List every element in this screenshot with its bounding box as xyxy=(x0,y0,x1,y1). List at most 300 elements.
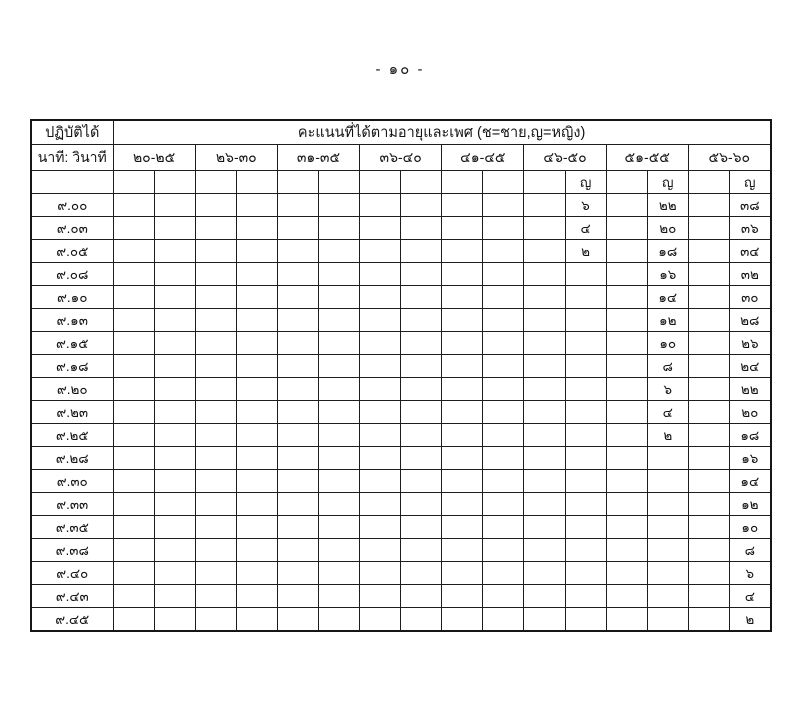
age-group-header: ๓๖-๔๐ xyxy=(360,145,442,171)
table-row xyxy=(31,194,771,217)
score-cell-empty xyxy=(113,539,154,562)
score-cell-empty xyxy=(565,263,606,286)
score-cell-empty xyxy=(647,470,688,493)
time-cell: ๙.๒๓ xyxy=(31,401,113,424)
table-row xyxy=(31,424,771,447)
score-cell-empty xyxy=(154,562,195,585)
score-cell-empty xyxy=(154,378,195,401)
age-group-header: ๒๐-๒๕ xyxy=(113,145,195,171)
score-cell-empty xyxy=(565,539,606,562)
score-cell-empty xyxy=(565,493,606,516)
score-cell-empty xyxy=(195,424,236,447)
score-cell-empty xyxy=(113,309,154,332)
score-cell-empty xyxy=(442,309,483,332)
score-cell-empty xyxy=(360,447,401,470)
score-cell-empty xyxy=(360,585,401,608)
score-cell-empty xyxy=(606,240,647,263)
score-cell-empty xyxy=(360,493,401,516)
gender-label-female: ญ xyxy=(729,171,770,194)
table-row xyxy=(31,608,771,632)
score-cell-empty xyxy=(318,470,359,493)
score-cell-empty xyxy=(277,309,318,332)
score-cell-empty xyxy=(195,608,236,632)
gender-cell-empty xyxy=(154,171,195,194)
score-cell-empty xyxy=(606,585,647,608)
score-cell-empty xyxy=(442,539,483,562)
score-cell-empty xyxy=(483,424,524,447)
score-cell-empty xyxy=(318,608,359,632)
score-cell-empty xyxy=(154,217,195,240)
score-cell: ๑๐ xyxy=(729,516,770,539)
score-cell-empty xyxy=(277,355,318,378)
score-cell-empty xyxy=(113,332,154,355)
score-cell-empty xyxy=(277,194,318,217)
score-cell-empty xyxy=(442,608,483,632)
score-cell-empty xyxy=(524,401,565,424)
score-cell-empty xyxy=(154,263,195,286)
score-cell-empty xyxy=(565,470,606,493)
score-cell-empty xyxy=(483,355,524,378)
score-cell: ๖ xyxy=(647,378,688,401)
score-cell-empty xyxy=(360,401,401,424)
score-cell-empty xyxy=(318,378,359,401)
score-cell-empty xyxy=(236,539,277,562)
score-cell-empty xyxy=(195,493,236,516)
score-cell-empty xyxy=(606,309,647,332)
score-cell-empty xyxy=(154,424,195,447)
score-cell-empty xyxy=(401,447,442,470)
score-cell: ๒๖ xyxy=(729,332,770,355)
gender-cell-empty xyxy=(524,171,565,194)
gender-label-female: ญ xyxy=(565,171,606,194)
score-cell-empty xyxy=(236,470,277,493)
score-cell-empty xyxy=(647,493,688,516)
score-cell-empty xyxy=(318,263,359,286)
score-cell-empty xyxy=(318,194,359,217)
score-cell-empty xyxy=(277,424,318,447)
score-cell-empty xyxy=(401,585,442,608)
score-cell-empty xyxy=(524,516,565,539)
score-cell-empty xyxy=(483,516,524,539)
score-cell-empty xyxy=(113,286,154,309)
score-cell-empty xyxy=(524,424,565,447)
score-cell-empty xyxy=(195,240,236,263)
score-cell-empty xyxy=(113,401,154,424)
score-cell-empty xyxy=(401,194,442,217)
gender-cell-empty xyxy=(277,171,318,194)
score-cell: ๒ xyxy=(565,240,606,263)
score-cell-empty xyxy=(236,286,277,309)
score-cell-empty xyxy=(483,240,524,263)
table-row xyxy=(31,378,771,401)
score-cell-empty xyxy=(236,309,277,332)
score-cell-empty xyxy=(401,332,442,355)
score-cell-empty xyxy=(318,493,359,516)
score-cell-empty xyxy=(606,355,647,378)
score-cell-empty xyxy=(277,332,318,355)
gender-label-female: ญ xyxy=(647,171,688,194)
time-unit-header-cell: นาที: วินาที xyxy=(31,145,113,171)
time-cell: ๙.๐๓ xyxy=(31,217,113,240)
time-cell: ๙.๐๕ xyxy=(31,240,113,263)
score-cell-empty xyxy=(442,332,483,355)
score-cell-empty xyxy=(236,424,277,447)
score-cell-empty xyxy=(318,424,359,447)
score-cell-empty xyxy=(442,217,483,240)
score-cell-empty xyxy=(524,493,565,516)
score-cell: ๒ xyxy=(729,608,770,632)
gender-cell-empty xyxy=(195,171,236,194)
score-cell-empty xyxy=(606,493,647,516)
score-table xyxy=(30,119,772,632)
table-row xyxy=(31,309,771,332)
gender-row-time-cell xyxy=(31,171,113,194)
score-span-title: คะแนนที่ได้ตามอายุและเพศ (ช=ชาย,ญ=หญิง) xyxy=(113,120,771,145)
score-cell-empty xyxy=(401,378,442,401)
score-cell-empty xyxy=(360,194,401,217)
score-cell-empty xyxy=(195,516,236,539)
score-cell-empty xyxy=(360,608,401,632)
score-cell-empty xyxy=(483,309,524,332)
time-cell: ๙.๐๘ xyxy=(31,263,113,286)
age-group-header: ๔๑-๔๕ xyxy=(442,145,524,171)
score-cell-empty xyxy=(236,217,277,240)
score-cell-empty xyxy=(236,240,277,263)
age-group-header: ๔๖-๕๐ xyxy=(524,145,606,171)
gender-cell-empty xyxy=(113,171,154,194)
score-cell-empty xyxy=(483,585,524,608)
score-cell-empty xyxy=(277,240,318,263)
score-cell-empty xyxy=(688,493,729,516)
score-cell-empty xyxy=(688,263,729,286)
score-cell-empty xyxy=(483,562,524,585)
score-cell-empty xyxy=(318,539,359,562)
score-cell-empty xyxy=(154,493,195,516)
score-cell: ๘ xyxy=(647,355,688,378)
score-cell-empty xyxy=(195,585,236,608)
time-cell: ๙.๓๐ xyxy=(31,470,113,493)
score-cell-empty xyxy=(113,585,154,608)
score-cell-empty xyxy=(154,470,195,493)
score-cell-empty xyxy=(277,585,318,608)
score-cell-empty xyxy=(688,608,729,632)
score-cell-empty xyxy=(688,309,729,332)
score-cell-empty xyxy=(277,470,318,493)
time-cell: ๙.๒๘ xyxy=(31,447,113,470)
score-cell-empty xyxy=(565,424,606,447)
score-cell-empty xyxy=(688,516,729,539)
score-cell-empty xyxy=(606,424,647,447)
score-cell-empty xyxy=(318,309,359,332)
score-cell-empty xyxy=(647,562,688,585)
score-cell: ๘ xyxy=(729,539,770,562)
table-row xyxy=(31,217,771,240)
score-cell-empty xyxy=(113,424,154,447)
gender-cell-empty xyxy=(401,171,442,194)
time-cell: ๙.๓๕ xyxy=(31,516,113,539)
score-cell-empty xyxy=(318,562,359,585)
score-cell-empty xyxy=(277,608,318,632)
score-cell-empty xyxy=(483,401,524,424)
score-cell-empty xyxy=(401,516,442,539)
score-cell-empty xyxy=(154,332,195,355)
time-cell: ๙.๔๐ xyxy=(31,562,113,585)
score-cell: ๑๔ xyxy=(647,286,688,309)
score-cell-empty xyxy=(195,470,236,493)
score-cell-empty xyxy=(195,447,236,470)
score-cell-empty xyxy=(565,332,606,355)
score-cell-empty xyxy=(113,447,154,470)
score-cell-empty xyxy=(154,355,195,378)
table-row xyxy=(31,447,771,470)
score-cell-empty xyxy=(154,608,195,632)
score-cell: ๒๐ xyxy=(729,401,770,424)
score-cell: ๑๖ xyxy=(729,447,770,470)
score-cell-empty xyxy=(606,263,647,286)
score-cell-empty xyxy=(524,562,565,585)
score-cell: ๓๖ xyxy=(729,217,770,240)
score-cell-empty xyxy=(195,562,236,585)
score-cell-empty xyxy=(442,585,483,608)
score-cell-empty xyxy=(524,470,565,493)
score-cell-empty xyxy=(442,263,483,286)
time-cell: ๙.๔๓ xyxy=(31,585,113,608)
score-cell-empty xyxy=(277,447,318,470)
score-cell-empty xyxy=(565,585,606,608)
score-cell-empty xyxy=(565,608,606,632)
score-cell-empty xyxy=(360,286,401,309)
score-cell-empty xyxy=(401,309,442,332)
score-cell-empty xyxy=(113,608,154,632)
score-cell-empty xyxy=(318,217,359,240)
score-cell-empty xyxy=(442,424,483,447)
score-cell: ๔ xyxy=(565,217,606,240)
score-cell-empty xyxy=(401,539,442,562)
score-cell-empty xyxy=(113,355,154,378)
score-cell-empty xyxy=(483,263,524,286)
score-cell-empty xyxy=(277,401,318,424)
score-cell-empty xyxy=(318,332,359,355)
score-cell-empty xyxy=(647,516,688,539)
score-cell-empty xyxy=(195,355,236,378)
score-cell-empty xyxy=(442,562,483,585)
time-cell: ๙.๐๐ xyxy=(31,194,113,217)
score-cell: ๓๘ xyxy=(729,194,770,217)
score-cell-empty xyxy=(483,447,524,470)
score-cell: ๓๐ xyxy=(729,286,770,309)
score-cell: ๒๒ xyxy=(729,378,770,401)
score-cell-empty xyxy=(606,286,647,309)
score-cell-empty xyxy=(688,240,729,263)
score-cell-empty xyxy=(647,585,688,608)
score-cell: ๖ xyxy=(729,562,770,585)
score-cell-empty xyxy=(154,240,195,263)
score-cell-empty xyxy=(524,240,565,263)
score-cell: ๓๔ xyxy=(729,240,770,263)
score-cell-empty xyxy=(565,378,606,401)
score-cell-empty xyxy=(401,401,442,424)
score-cell-empty xyxy=(606,539,647,562)
score-cell-empty xyxy=(647,608,688,632)
score-cell: ๒ xyxy=(647,424,688,447)
score-cell-empty xyxy=(236,608,277,632)
score-cell-empty xyxy=(360,332,401,355)
time-cell: ๙.๑๘ xyxy=(31,355,113,378)
score-cell: ๑๐ xyxy=(647,332,688,355)
table-row xyxy=(31,401,771,424)
gender-cell-empty xyxy=(360,171,401,194)
score-cell-empty xyxy=(195,401,236,424)
age-group-header: ๕๑-๕๕ xyxy=(606,145,688,171)
score-cell-empty xyxy=(442,516,483,539)
score-cell-empty xyxy=(483,332,524,355)
score-cell-empty xyxy=(442,240,483,263)
score-cell-empty xyxy=(360,217,401,240)
score-cell-empty xyxy=(195,217,236,240)
score-cell-empty xyxy=(688,470,729,493)
score-cell-empty xyxy=(524,263,565,286)
score-cell-empty xyxy=(154,286,195,309)
score-cell: ๑๔ xyxy=(729,470,770,493)
score-cell-empty xyxy=(442,194,483,217)
score-cell-empty xyxy=(401,286,442,309)
header-row-title xyxy=(31,120,771,145)
score-cell-empty xyxy=(524,608,565,632)
score-cell-empty xyxy=(606,194,647,217)
score-cell-empty xyxy=(565,516,606,539)
score-cell-empty xyxy=(113,470,154,493)
score-cell-empty xyxy=(483,378,524,401)
table-row xyxy=(31,332,771,355)
table-row xyxy=(31,240,771,263)
score-cell-empty xyxy=(360,378,401,401)
score-cell: ๑๘ xyxy=(729,424,770,447)
table-row xyxy=(31,516,771,539)
score-cell-empty xyxy=(442,470,483,493)
score-cell-empty xyxy=(195,378,236,401)
score-cell-empty xyxy=(401,608,442,632)
score-cell-empty xyxy=(236,194,277,217)
score-cell-empty xyxy=(154,309,195,332)
score-cell-empty xyxy=(401,355,442,378)
score-cell-empty xyxy=(524,309,565,332)
score-cell-empty xyxy=(524,585,565,608)
score-cell-empty xyxy=(195,194,236,217)
score-cell-empty xyxy=(647,447,688,470)
score-cell-empty xyxy=(688,585,729,608)
score-cell: ๒๐ xyxy=(647,217,688,240)
score-cell-empty xyxy=(360,470,401,493)
score-cell-empty xyxy=(360,562,401,585)
score-cell-empty xyxy=(688,562,729,585)
score-cell-empty xyxy=(524,332,565,355)
score-cell-empty xyxy=(195,286,236,309)
table-row xyxy=(31,286,771,309)
score-cell-empty xyxy=(401,240,442,263)
score-cell-empty xyxy=(113,240,154,263)
score-cell-empty xyxy=(236,378,277,401)
score-cell-empty xyxy=(154,194,195,217)
score-cell: ๒๔ xyxy=(729,355,770,378)
table-row xyxy=(31,470,771,493)
score-cell-empty xyxy=(442,401,483,424)
score-cell-empty xyxy=(688,401,729,424)
score-cell-empty xyxy=(401,562,442,585)
score-cell-empty xyxy=(401,263,442,286)
score-cell-empty xyxy=(606,401,647,424)
score-cell-empty xyxy=(154,585,195,608)
table-row xyxy=(31,263,771,286)
score-cell-empty xyxy=(277,493,318,516)
score-cell: ๑๘ xyxy=(647,240,688,263)
score-cell-empty xyxy=(442,493,483,516)
score-cell-empty xyxy=(524,286,565,309)
score-cell-empty xyxy=(277,539,318,562)
score-cell-empty xyxy=(606,332,647,355)
score-cell-empty xyxy=(154,447,195,470)
time-cell: ๙.๑๕ xyxy=(31,332,113,355)
score-cell-empty xyxy=(360,309,401,332)
score-cell-empty xyxy=(236,447,277,470)
score-cell-empty xyxy=(483,493,524,516)
score-cell-empty xyxy=(277,378,318,401)
score-cell-empty xyxy=(113,217,154,240)
score-cell-empty xyxy=(195,332,236,355)
score-cell-empty xyxy=(524,355,565,378)
score-cell-empty xyxy=(688,424,729,447)
time-cell: ๙.๒๐ xyxy=(31,378,113,401)
score-cell-empty xyxy=(113,493,154,516)
score-cell-empty xyxy=(360,355,401,378)
score-cell: ๓๒ xyxy=(729,263,770,286)
score-cell-empty xyxy=(606,378,647,401)
score-cell-empty xyxy=(236,585,277,608)
score-cell-empty xyxy=(360,240,401,263)
score-cell-empty xyxy=(442,286,483,309)
score-cell-empty xyxy=(606,447,647,470)
score-cell-empty xyxy=(688,355,729,378)
score-cell-empty xyxy=(113,516,154,539)
time-cell: ๙.๒๕ xyxy=(31,424,113,447)
page-number: - ๑๐ - xyxy=(375,61,425,78)
header-row-gender xyxy=(31,171,771,194)
score-cell: ๒๒ xyxy=(647,194,688,217)
score-cell-empty xyxy=(195,309,236,332)
score-cell-empty xyxy=(318,286,359,309)
table-row xyxy=(31,493,771,516)
score-cell-empty xyxy=(236,263,277,286)
score-cell-empty xyxy=(113,263,154,286)
score-cell-empty xyxy=(565,401,606,424)
table-row xyxy=(31,355,771,378)
time-cell: ๙.๑๓ xyxy=(31,309,113,332)
score-cell-empty xyxy=(688,539,729,562)
time-cell: ๙.๓๓ xyxy=(31,493,113,516)
score-cell: ๔ xyxy=(647,401,688,424)
score-cell-empty xyxy=(318,585,359,608)
score-cell-empty xyxy=(236,332,277,355)
score-cell: ๔ xyxy=(729,585,770,608)
header-row-age-ranges xyxy=(31,145,771,171)
score-cell-empty xyxy=(318,401,359,424)
gender-cell-empty xyxy=(606,171,647,194)
score-cell-empty xyxy=(154,401,195,424)
score-cell-empty xyxy=(360,263,401,286)
gender-cell-empty xyxy=(318,171,359,194)
score-cell-empty xyxy=(195,539,236,562)
age-group-header: ๒๖-๓๐ xyxy=(195,145,277,171)
time-cell: ๙.๔๕ xyxy=(31,608,113,632)
